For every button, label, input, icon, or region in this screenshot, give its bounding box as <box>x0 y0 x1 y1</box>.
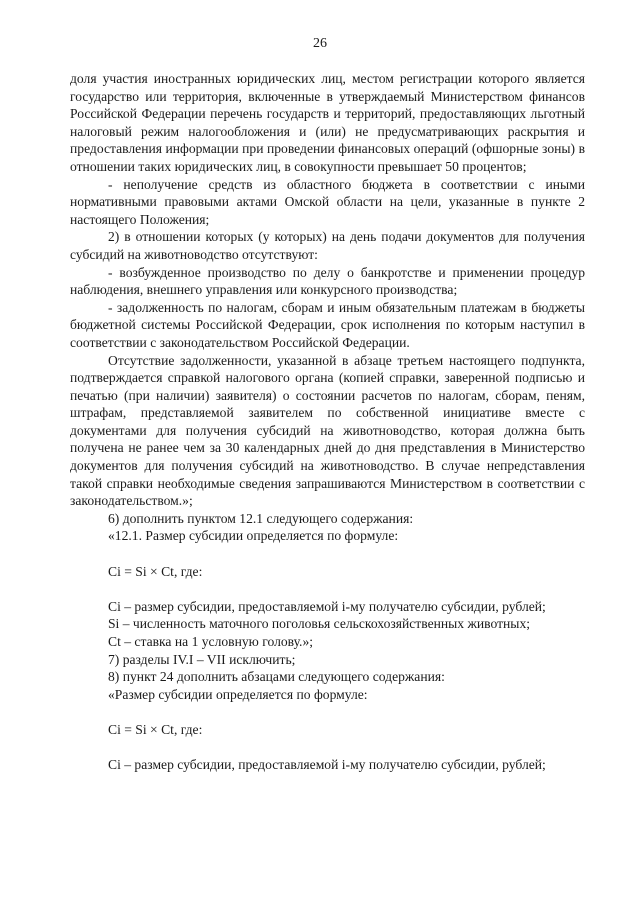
paragraph: - задолженность по налогам, сборам и иным обязательным платежам в бюджеты бюджетной системы Российской Федерации, срок исполнения по которым наступил в соответствии с законодательством Российской Федерации. <box>70 299 585 350</box>
paragraph: Ct – ставка на 1 условную голову.»; <box>108 634 314 649</box>
spacer <box>70 580 585 598</box>
document-body <box>70 70 585 774</box>
paragraph: 2) в отношении которых (у которых) на день подачи документов для получения субсидий на животноводство отсутствуют: <box>70 229 585 262</box>
paragraph: доля участия иностранных юридических лиц, местом регистрации которого является государство или территория, включенные в утверждаемый Министерством финансов Российской Федерации перечень государств и территорий, предоставляющих льготный налоговый режим налогообложения и (или) не предусматривающих раскрытия и предоставления информации при проведении финансовых операций (офшорные зоны) в отношении таких юридических лиц, в совокупности превышает 50 процентов; <box>70 71 585 174</box>
paragraph: «12.1. Размер субсидии определяется по формуле: <box>108 528 399 544</box>
paragraph: - возбужденное производство по делу о банкротстве и применении процедур наблюдения, внешнего управления или конкурсного производства; <box>70 264 585 298</box>
paragraph: 7) разделы IV.I – VII исключить; <box>108 651 296 667</box>
formula: Ci = Si × Ct, где: <box>108 721 203 737</box>
paragraph: «Размер субсидии определяется по формуле: <box>108 686 368 702</box>
paragraph: 6) дополнить пунктом 12.1 следующего содержания: <box>108 510 414 526</box>
page-number: 26 <box>313 36 327 51</box>
spacer <box>70 703 585 721</box>
paragraph: Si – численность маточного поголовья сельскохозяйственных животных; <box>108 616 531 632</box>
paragraph: Ci – размер субсидии, предоставляемой i-му получателю субсидии, рублей; <box>108 598 546 614</box>
formula: Ci = Si × Ct, где: <box>108 563 203 579</box>
spacer <box>70 739 585 757</box>
spacer <box>70 545 585 563</box>
paragraph: Отсутствие задолженности, указанной в абзаце третьем настоящего подпункта, подтверждается справкой налогового органа (копией справки, заверенной подписью и печатью (при наличии) заявителя) о состоянии расчетов по налогам, сборам, пеням, штрафам, представляемой заявителем по собственной инициативе вместе с документами для получения субсидий на животноводство, которая должна быть получена не ранее чем за 30 календарных дней до дня представления в Министерство документов для получения субсидий на животноводство. В случае непредставления такой справки необходимые сведения запрашиваются Министерством в соответствии с законодательством.»; <box>70 352 585 509</box>
paragraph: 8) пункт 24 дополнить абзацами следующего содержания: <box>108 669 445 685</box>
paragraph: Ci – размер субсидии, предоставляемой i-му получателю субсидии, рублей; <box>108 757 546 773</box>
paragraph: - неполучение средств из областного бюджета в соответствии с иными нормативными правовыми актами Омской области на цели, указанные в пункте 2 настоящего Положения; <box>70 176 585 227</box>
